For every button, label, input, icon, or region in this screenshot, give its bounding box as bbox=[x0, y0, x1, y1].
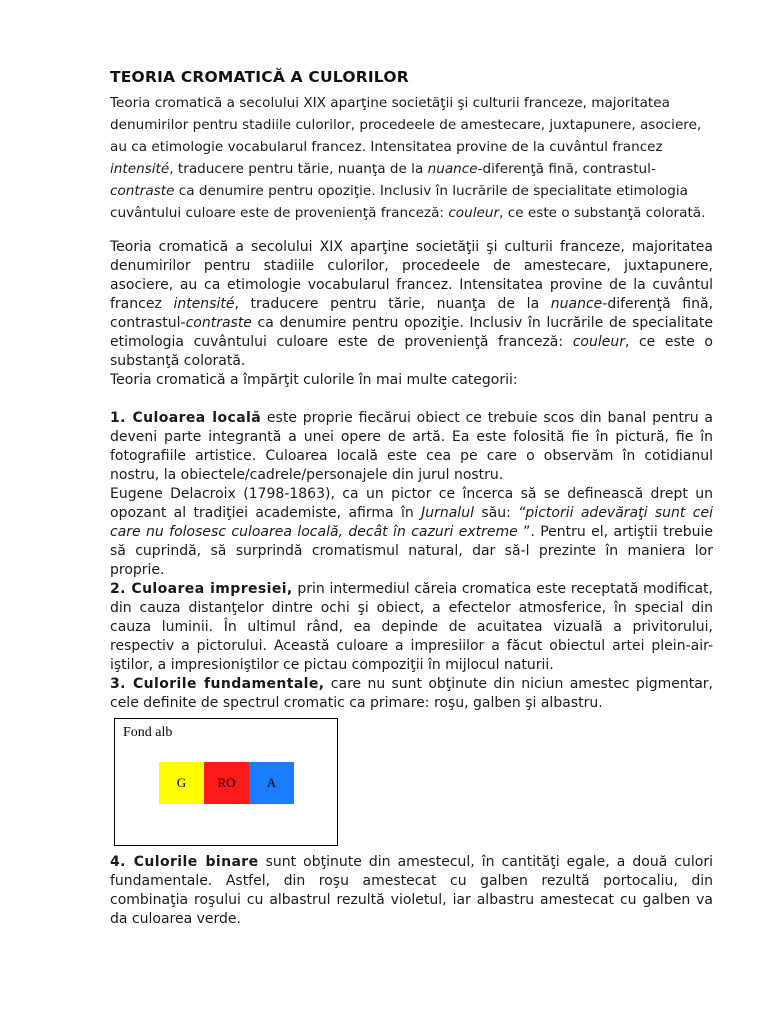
blue-swatch: A bbox=[249, 762, 294, 804]
page-title: TEORIA CROMATICĂ A CULORILOR bbox=[110, 68, 409, 86]
category-heading: 4. Culorile binare bbox=[110, 854, 259, 870]
text-run: -diferenţă fină, contrastul- bbox=[477, 161, 656, 177]
text-run: Eugene Delacroix (1798-1863), ca un pictor ce încerca să se definească drept un opozant al tradiţiei academiste, afirma în bbox=[110, 486, 713, 521]
text-run: ca denumire pentru opoziţie. Inclusiv în lucrările de specialitate etimologia cuvântului culoare este de provenienţă franceză: bbox=[110, 315, 713, 350]
category-heading: 1. Culoarea locală bbox=[110, 410, 262, 426]
italic-term: Jurnalul bbox=[421, 505, 474, 521]
document-page bbox=[110, 68, 713, 929]
text-run: Teoria cromatică a secolului XIX aparţine societăţii şi culturii franceze, majoritatea denumirilor pentru stadiile culorilor, procedeele de amestecare, juxtapunere, asociere, au ca etimologie vocabularul francez. Intensitatea provine de la cuvântul francez bbox=[110, 95, 702, 155]
repeat-paragraph bbox=[110, 238, 713, 371]
category-fundamental-colors bbox=[110, 675, 713, 713]
italic-term: intensité bbox=[173, 296, 235, 312]
italic-term: couleur bbox=[572, 334, 625, 350]
text-run: sunt obţinute din amestecul, în cantităţi egale, a două culori fundamentale. Astfel, din roşu amestecat cu galben rezultă portocaliu, din combinaţia roşului cu albastrul rezultă violetul, iar albastru amestecat cu galben va da culoarea verde. bbox=[110, 854, 714, 927]
intro-paragraph bbox=[110, 92, 713, 224]
red-swatch: RO bbox=[204, 762, 249, 804]
italic-term: contraste bbox=[185, 315, 252, 331]
text-run: ”. Pentru el, artiştii trebuie să cuprindă, să surprindă cromatismul natural, dar să-l prezinte în maniera lor proprie. bbox=[110, 524, 713, 578]
delacroix-quote: “pictorii adevăraţi sunt cei care nu folosesc culoarea locală, decât în cazuri extreme bbox=[110, 505, 713, 540]
italic-term: nuance bbox=[550, 296, 603, 312]
primary-colors-diagram bbox=[114, 718, 338, 846]
text-run: său: bbox=[473, 505, 519, 521]
diagram-label: Fond alb bbox=[123, 725, 173, 740]
italic-term: contraste bbox=[110, 183, 175, 199]
category-binary-colors bbox=[110, 853, 713, 929]
italic-term: intensité bbox=[110, 161, 170, 177]
category-heading: 2. Culoarea impresiei, bbox=[110, 581, 293, 597]
category-local-color bbox=[110, 409, 713, 485]
text-run: Teoria cromatică a secolului XIX aparţine societăţii şi culturii franceze, majoritatea denumirilor pentru stadiile culorilor, procedeele de amestecare, juxtapunere, asociere, au ca etimologie vocabularul francez. Intensitatea provine de la cuvântul francez bbox=[110, 239, 713, 312]
text-run: prin intermediul căreia cromatica este receptată modificat, din cauza distanţelor dintre ochi şi obiect, a efectelor atmosferice, în special din cauza luminii. În ultimul rând, ea depinde de acuitatea vizuală a privitorului, respectiv a pictorului. Această culoare a impresiilor a făcut obiectul artei plein-air-iştilor, a impresioniştilor ce pictau compoziţii în mijlocul naturii. bbox=[110, 581, 713, 673]
text-run: ca denumire pentru opoziţie. Inclusiv în lucrările de specialitate etimologia cuvântului culoare este de provenienţă franceză: bbox=[110, 183, 688, 221]
category-impression-color bbox=[110, 580, 713, 675]
italic-term: couleur bbox=[448, 205, 500, 221]
text-run: , traducere pentru tărie, nuanţa de la bbox=[234, 296, 551, 312]
category-heading: 3. Culorile fundamentale, bbox=[110, 676, 325, 692]
yellow-swatch: G bbox=[159, 762, 204, 804]
text-run: , ce este o substanţă colorată. bbox=[499, 205, 706, 221]
text-run: care nu sunt obţinute din niciun amestec pigmentar, cele definite de spectrul cromatic ca primare: roşu, galben şi albastru. bbox=[110, 676, 713, 711]
text-run: -diferenţă fină, contrastul- bbox=[110, 296, 714, 331]
text-run: , traducere pentru tărie, nuanţa de la bbox=[169, 161, 428, 177]
spacer bbox=[110, 390, 713, 409]
text-run: este proprie fiecărui obiect ce trebuie scos din banal pentru a deveni parte integrantă a unei opere de artă. Ea este folosită fie în pictură, fie în fotografiile artistice. Culoarea locală este cea pe care o observăm în cotidianul nostru, la obiectele/cadrele/personajele din jurul nostru. bbox=[110, 410, 713, 483]
text-run: , ce este o substanţă colorată. bbox=[110, 334, 714, 369]
italic-term: nuance bbox=[427, 161, 478, 177]
delacroix-paragraph bbox=[110, 485, 713, 580]
categories-intro: Teoria cromatică a împărţit culorile în mai multe categorii: bbox=[110, 372, 518, 388]
